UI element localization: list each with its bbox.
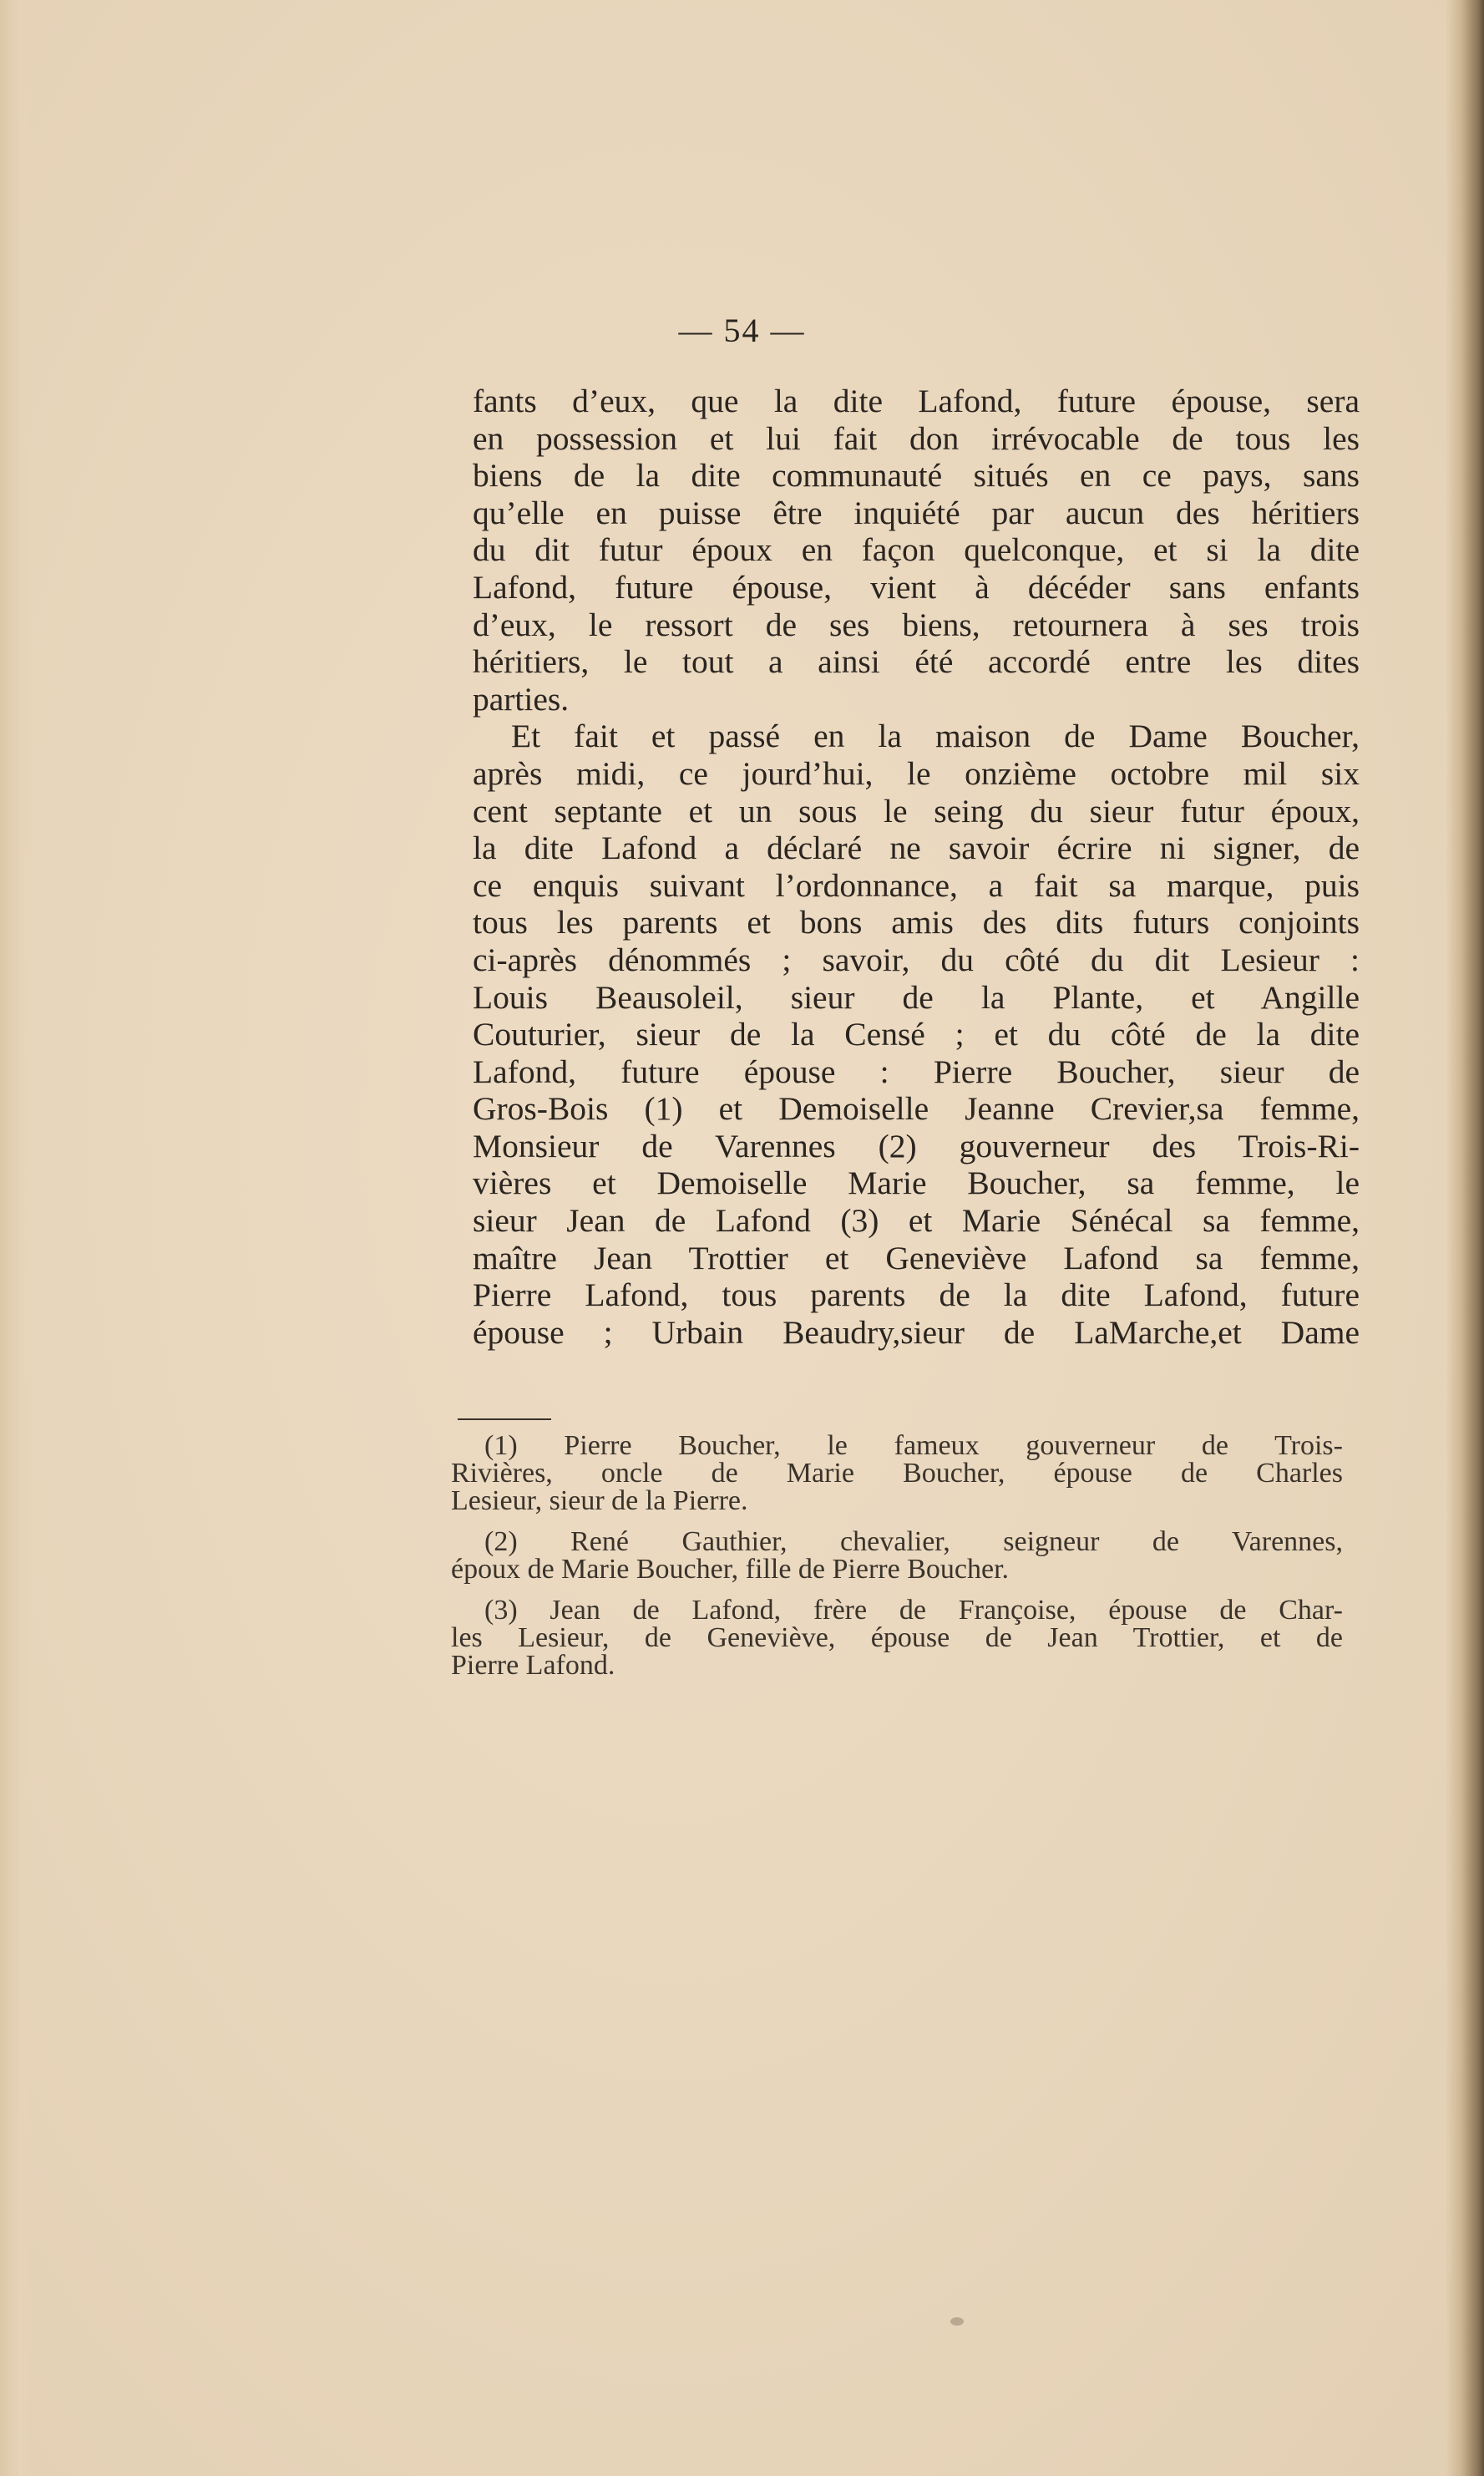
text-line: Louis Beausoleil, sieur de la Plante, et Angille (473, 978, 1360, 1016)
text-line: la dite Lafond a déclaré ne savoir écrire ni signer, de (473, 830, 1360, 867)
text-line: Lafond, future épouse : Pierre Boucher, sieur de (473, 1053, 1360, 1090)
text-line: qu’elle en puisse être inquiété par aucun des héritiers (473, 494, 1360, 531)
text-line: Pierre Lafond, tous parents de la dite Lafond, future (473, 1276, 1360, 1314)
footnote-line: Pierre Lafond. (451, 1650, 615, 1681)
footnote-1 (451, 1432, 1343, 1515)
footnote-line: (1) Pierre Boucher, le fameux gouverneur de Trois- (484, 1430, 1343, 1461)
footnote-2 (451, 1528, 1343, 1583)
footnote-separator (458, 1418, 551, 1420)
text-line: Couturier, sieur de la Censé ; et du côté de la dite (473, 1016, 1360, 1053)
text-line: maître Jean Trottier et Geneviève Lafond sa femme, (473, 1239, 1360, 1276)
text-line: tous les parents et bons amis des dits futurs conjoints (473, 904, 1360, 941)
text-line: du dit futur époux en façon quelconque, et si la dite (473, 531, 1360, 569)
page-number: — 54 — (678, 312, 806, 349)
text-line: épouse ; Urbain Beaudry,sieur de LaMarche,et Dame (473, 1313, 1360, 1351)
text-line: fants d’eux, que la dite Lafond, future épouse, sera (473, 383, 1360, 419)
footnote-line: les Lesieur, de Geneviève, épouse de Jean Trottier, et de (451, 1622, 1343, 1653)
text-line: ce enquis suivant l’ordonnance, a fait sa marque, puis (473, 866, 1360, 904)
text-line: Monsieur de Varennes (2) gouverneur des Trois-Ri- (473, 1127, 1360, 1164)
footnote-line: époux de Marie Boucher, fille de Pierre Boucher. (451, 1554, 1010, 1585)
footnote-line: Rivières, oncle de Marie Boucher, épouse de Charles (451, 1458, 1343, 1489)
page-edge-shadow (1446, 0, 1484, 2476)
text-line: d’eux, le ressort de ses biens, retournera à ses trois (473, 606, 1360, 643)
text-line: Lafond, future épouse, vient à décéder sans enfants (473, 568, 1360, 606)
text-line: après midi, ce jourd’hui, le onzième octobre mil six (473, 754, 1360, 792)
text-line: Et fait et passé en la maison de Dame Boucher, (511, 718, 1360, 755)
footnote-line: (3) Jean de Lafond, frère de Françoise, épouse de Char- (484, 1595, 1343, 1626)
footnote-line: Lesieur, sieur de la Pierre. (451, 1485, 748, 1516)
body-text (473, 383, 1360, 1351)
text-line: en possession et lui fait don irrévocable de tous les (473, 419, 1360, 457)
footnote-line: (2) René Gauthier, chevalier, seigneur de Varennes, (484, 1526, 1343, 1557)
text-line: ci-après dénommés ; savoir, du côté du dit Lesieur : (473, 941, 1360, 978)
ink-smudge (950, 2317, 964, 2326)
text-line: parties. (473, 680, 570, 718)
text-line: Gros-Bois (1) et Demoiselle Jeanne Crevier,sa femme, (473, 1090, 1360, 1128)
page-gutter (0, 0, 33, 2476)
footnotes (451, 1432, 1343, 1692)
footnote-3 (451, 1596, 1343, 1679)
text-line: biens de la dite communauté situés en ce pays, sans (473, 457, 1360, 495)
text-line: sieur Jean de Lafond (3) et Marie Sénécal sa femme, (473, 1202, 1360, 1240)
text-line: vières et Demoiselle Marie Boucher, sa femme, le (473, 1164, 1360, 1202)
text-line: cent septante et un sous le seing du sieur futur époux, (473, 792, 1360, 830)
text-line: héritiers, le tout a ainsi été accordé entre les dites (473, 643, 1360, 681)
